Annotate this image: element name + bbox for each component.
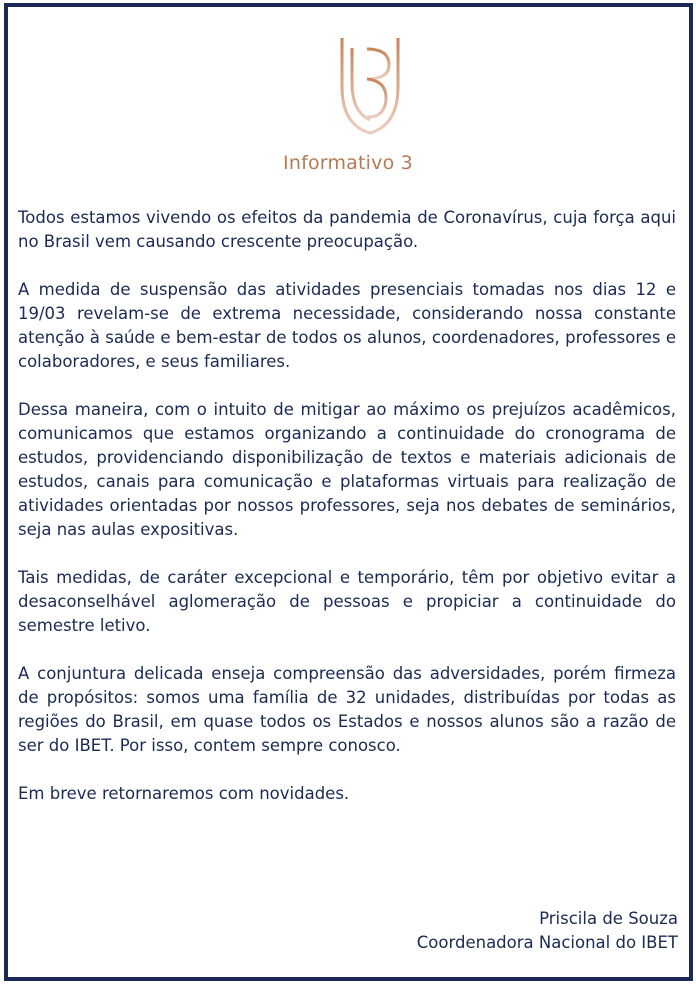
signature-name: Priscila de Souza [539, 909, 678, 928]
paragraph-2: A medida de suspensão das atividades presenciais tomadas nos dias 12 e 19/03 revelam-se de extrema necessidade, considerando nossa constante atenção à saúde e bem-estar de todos os alunos, coordenadores, professores e colaboradores, e seus familiares. [18, 280, 676, 371]
document-subtitle: Informativo 3 [283, 152, 413, 174]
signature-block [417, 907, 678, 955]
paragraph-4: Tais medidas, de caráter excepcional e temporário, têm por objetivo evitar a desaconselhável aglomeração de pessoas e propiciar a continuidade do semestre letivo. [18, 568, 676, 635]
signature-role: Coordenadora Nacional do IBET [416, 933, 678, 952]
paragraph-5: A conjuntura delicada enseja compreensão das adversidades, porém firmeza de propósitos: somos uma família de 32 unidades, distribuídas por todas as regiões do Brasil, em quase todos os Estados e nossos alunos são a razão de ser do IBET. Por isso, contem sempre conosco. [18, 664, 676, 755]
document-body [18, 206, 676, 830]
ibet-logo-icon [331, 27, 409, 135]
paragraph-1: Todos estamos vivendo os efeitos da pandemia de Coronavírus, cuja força aqui no Brasil vem causando crescente preocupação. [18, 208, 676, 251]
paragraph-6: Em breve retornaremos com novidades. [18, 784, 350, 803]
paragraph-3: Dessa maneira, com o intuito de mitigar ao máximo os prejuízos acadêmicos, comunicamos que estamos organizando a continuidade do cronograma de estudos, providenciando disponibilização de textos e materiais adicionais de estudos, canais para comunicação e plataformas virtuais para realização de atividades orientadas por nossos professores, seja nos debates de seminários, seja nas aulas expositivas. [18, 400, 676, 539]
